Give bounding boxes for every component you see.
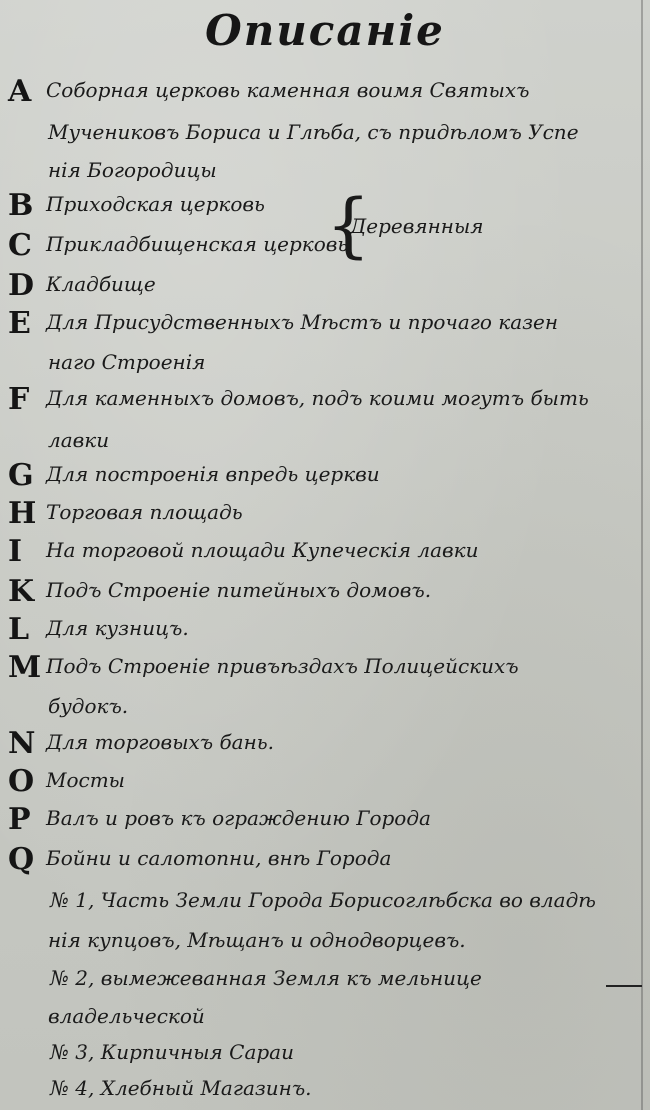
entry-letter: M [8,650,42,685]
entry-f [0,380,650,420]
entry-line: Для каменныхъ домовъ, подъ коими могутъ быть [46,386,589,410]
page-title: Описаніе [205,6,445,55]
numbered-line: № 4, Хлебный Магазинъ. [50,1076,312,1100]
brace-label: Деревянныя [350,214,484,238]
entry-letter: H [8,496,37,531]
entry-k [0,572,650,612]
numbered-entry-4 [0,1070,650,1110]
entry-o [0,762,650,802]
entry-q [0,840,650,880]
entry-line: Бойни и салотопни, внѣ Города [46,846,392,870]
entry-h [0,494,650,534]
entry-line: Соборная церковь каменная воимя Святыхъ [46,78,530,102]
entry-line: На торговой площади Купеческія лавки [46,538,479,562]
numbered-entry-2 [0,960,650,1000]
entry-b [0,186,650,226]
entry-g [0,456,650,496]
entry-m [0,648,650,688]
entry-a [0,72,650,112]
entry-letter: A [8,74,32,109]
entry-line: Торговая площадь [46,500,243,524]
entry-letter: L [8,612,30,647]
entry-line: Для построенія впредь церкви [46,462,380,486]
entry-e [0,304,650,344]
brace: { [326,184,371,266]
numbered-line: № 2, вымежеванная Земля къ мельнице [50,966,482,990]
entry-line: лавки [48,428,110,452]
entry-letter: O [8,764,35,799]
entry-line: будокъ. [48,694,129,718]
entry-letter: D [8,268,35,303]
entry-line: Для кузницъ. [46,616,189,640]
entry-line: наго Строенія [48,350,206,374]
numbered-entry-1-cont [0,922,650,962]
entry-p [0,800,650,840]
entry-letter: Q [8,842,35,877]
entry-e-cont [0,344,650,384]
entry-letter: I [8,534,23,569]
entry-letter: N [8,726,36,761]
entry-line: нія Богородицы [48,158,217,182]
numbered-entry-1 [0,882,650,922]
numbered-line: владельческой [48,1004,205,1028]
entry-line: Для Присудственныхъ Мѣстъ и прочаго казен [46,310,559,334]
entry-letter: C [8,228,32,263]
entry-line: Приходская церковь [46,192,265,216]
numbered-line: № 1, Часть Земли Города Борисоглѣбска во владѣ [50,888,596,912]
entry-line: Прикладбищенская церковь [46,232,349,256]
numbered-entry-3 [0,1034,650,1074]
line-fill-dash [606,985,642,987]
entry-l [0,610,650,650]
entry-letter: K [8,574,35,609]
entry-n [0,724,650,764]
entry-letter: G [8,458,34,493]
entry-line: Для торговыхъ бань. [46,730,274,754]
entry-letter: E [8,306,31,341]
entry-line: Кладбище [46,272,156,296]
entry-d [0,266,650,306]
entry-line: Мосты [46,768,125,792]
numbered-line: нія купцовъ, Мѣщанъ и однодворцевъ. [48,928,466,952]
entry-c [0,226,650,266]
entry-line: Подъ Строеніе привъѣздахъ Полицейскихъ [46,654,519,678]
entry-letter: F [8,382,30,417]
numbered-entry-2-cont [0,998,650,1038]
entry-i [0,532,650,572]
entry-a-cont [0,114,650,154]
numbered-line: № 3, Кирпичныя Сараи [50,1040,294,1064]
entry-letter: B [8,188,34,223]
entry-line: Валъ и ровъ къ ограждению Города [46,806,431,830]
entry-m-cont [0,688,650,728]
entry-line: Мучениковъ Бориса и Глѣба, съ придѣломъ Успе [48,120,579,144]
entry-letter: P [8,802,31,837]
entry-line: Подъ Строеніе питейныхъ домовъ. [46,578,432,602]
